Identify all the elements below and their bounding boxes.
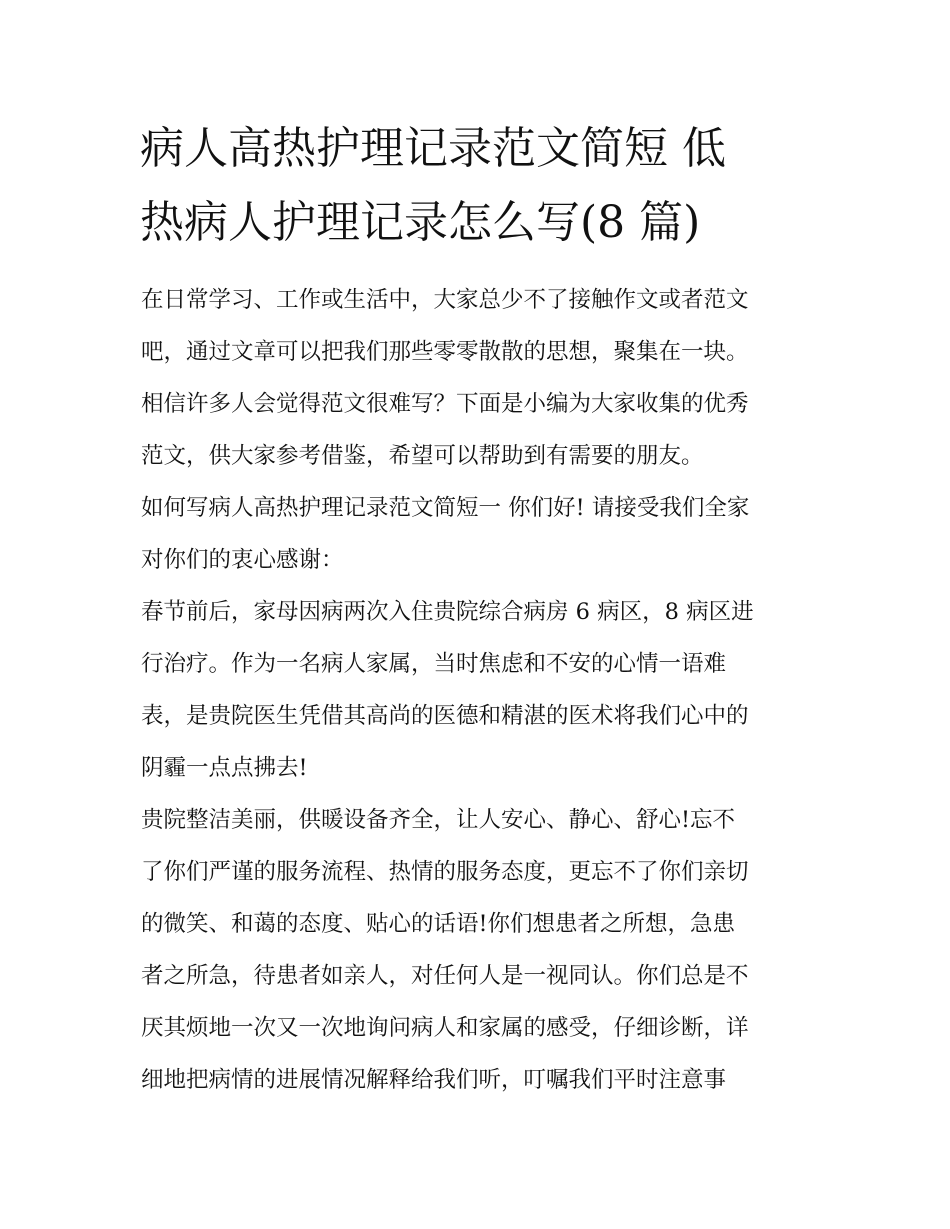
body-line: 者之所急，待患者如亲人，对任何人是一视同认。你们总是不 [141, 963, 749, 989]
body-line: 表，是贵院医生凭借其高尚的医德和精湛的医术将我们心中的 [141, 703, 749, 729]
body-line: 了你们严谨的服务流程、热情的服务态度，更忘不了你们亲切 [141, 859, 749, 885]
body-line: 贵院整洁美丽，供暖设备齐全，让人安心、静心、舒心!忘不 [141, 807, 736, 833]
body-line: 的微笑、和蔼的态度、贴心的话语!你们想患者之所想，急患 [141, 911, 736, 937]
body-line: 行治疗。作为一名病人家属，当时焦虑和不安的心情一语难 [141, 651, 727, 677]
body-line: 如何写病人高热护理记录范文简短一 你们好! 请接受我们全家 [141, 495, 750, 521]
body-line: 阴霾一点点拂去! [141, 755, 308, 781]
document-title [140, 112, 820, 260]
body-line: 吧，通过文章可以把我们那些零零散散的思想，聚集在一块。 [141, 339, 749, 365]
body-line: 春节前后，家母因病两次入住贵院综合病房 6 病区，8 病区进 [141, 599, 754, 625]
body-line: 相信许多人会觉得范文很难写？下面是小编为大家收集的优秀 [141, 391, 749, 417]
body-line: 对你们的衷心感谢： [141, 547, 344, 573]
body-line: 范文，供大家参考借鉴，希望可以帮助到有需要的朋友。 [141, 443, 704, 469]
title-line: 热病人护理记录怎么写(8 篇) [140, 197, 701, 248]
document-body [141, 274, 821, 1106]
title-line: 病人高热护理记录范文简短 低 [140, 123, 726, 174]
body-line: 细地把病情的进展情况解释给我们听，叮嘱我们平时注意事 [141, 1067, 727, 1093]
body-line: 厌其烦地一次又一次地询问病人和家属的感受，仔细诊断，详 [141, 1015, 749, 1041]
body-line: 在日常学习、工作或生活中，大家总少不了接触作文或者范文 [141, 287, 749, 313]
